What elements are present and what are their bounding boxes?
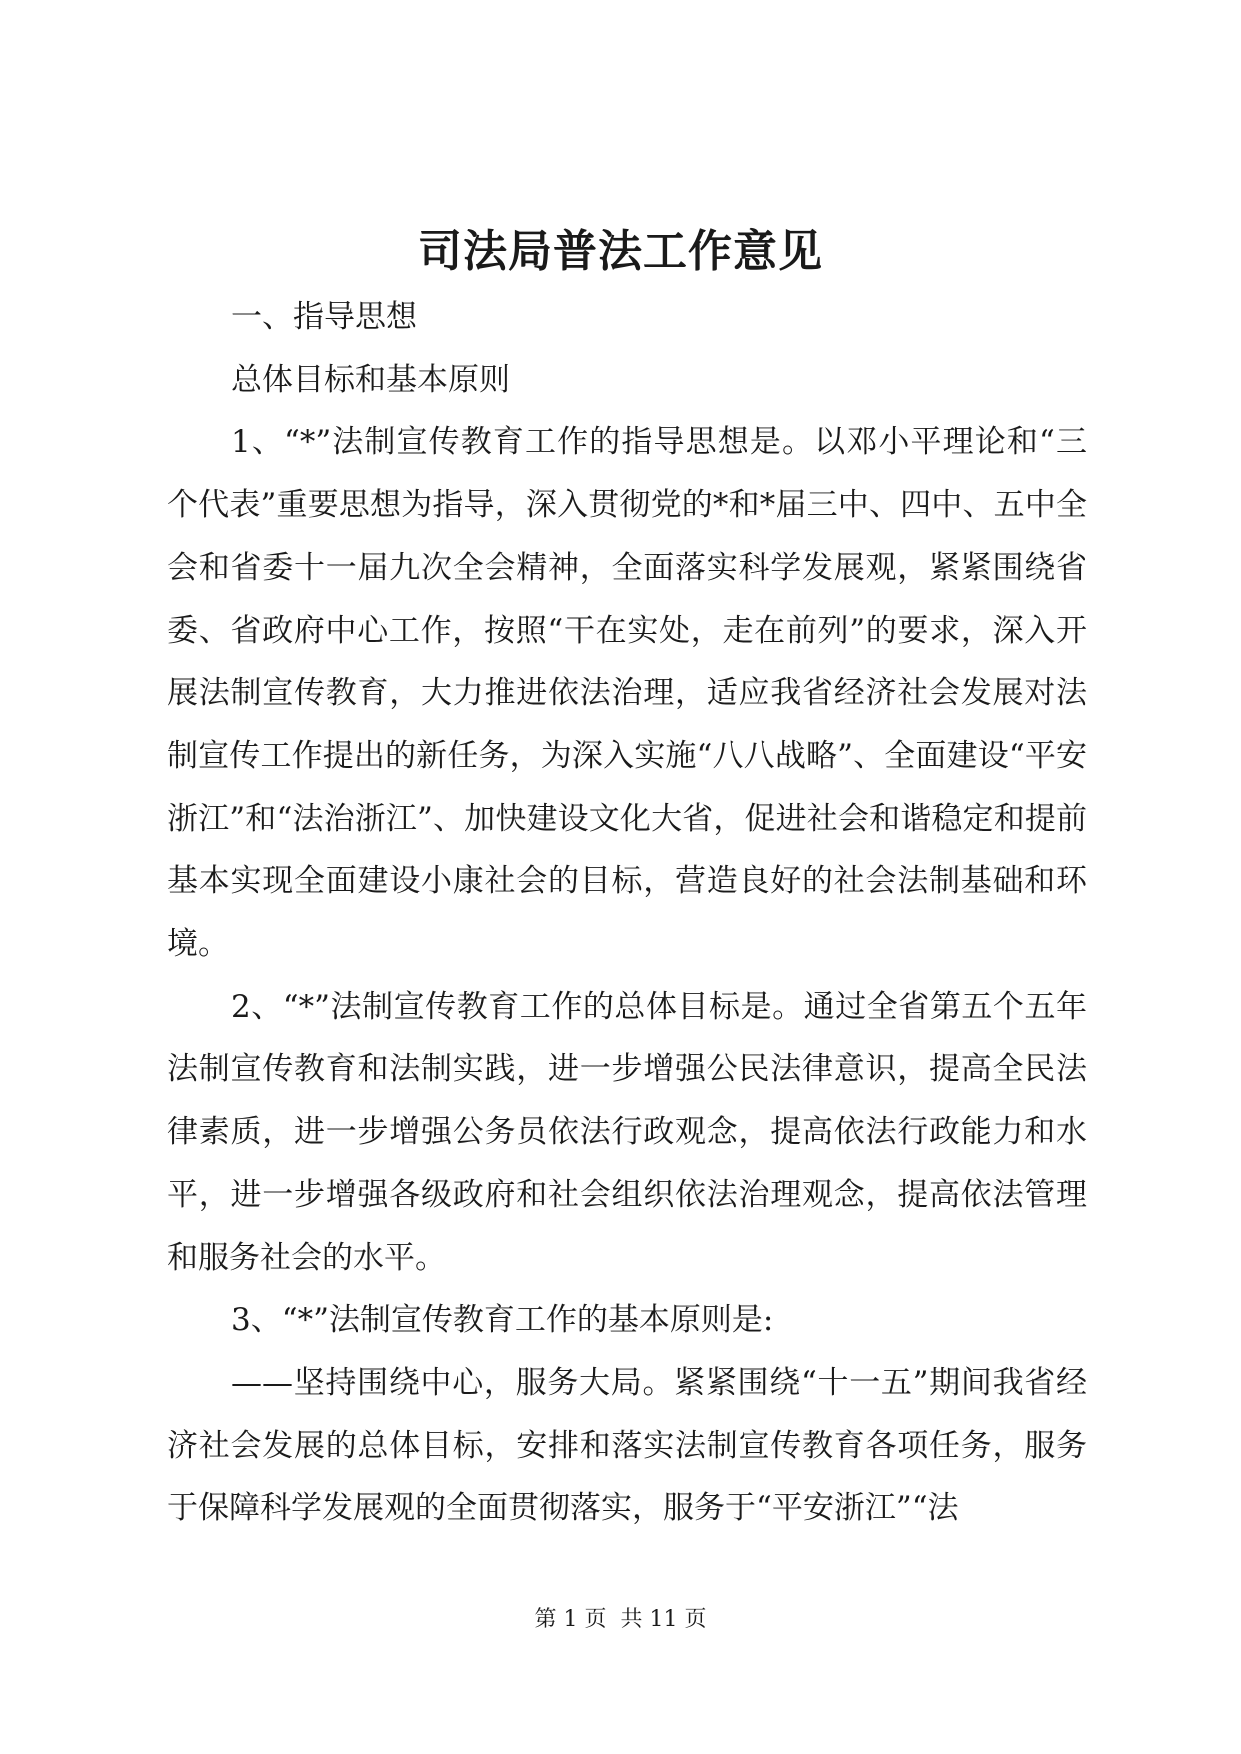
paragraph-guiding-ideology: 1、“*”法制宣传教育工作的指导思想是。以邓小平理论和“三个代表”重要思想为指导，深入贯彻党的*和*届三中、四中、五中全会和省委十一届九次全会精神，全面落实科学发展观，紧紧围绕省委、省政府中心工作，按照“干在实处，走在前列”的要求，深入开展法制宣传教育，大力推进依法治理，适应我省经济社会发展对法制宣传工作提出的新任务，为深入实施“八八战略”、全面建设“平安浙江”和“法治浙江”、加快建设文化大省，促进社会和谐稳定和提前基本实现全面建设小康社会的目标，营造良好的社会法制基础和环境。	[167, 424, 1087, 963]
page-footer	[0, 1605, 1241, 1635]
page-total: 共 11 页	[620, 1607, 707, 1632]
subheading-goals-principles: 总体目标和基本原则	[231, 361, 510, 398]
document-title: 司法局普法工作意见	[418, 226, 823, 277]
paragraph-principle-one: ——坚持围绕中心，服务大局。紧紧围绕“十一五”期间我省经济社会发展的总体目标，安排和落实法制宣传教育各项任务，服务于保障科学发展观的全面贯彻落实，服务于“平安浙江”“法	[167, 1364, 1087, 1527]
page-number: 第 1 页	[534, 1607, 607, 1632]
document-body	[167, 286, 1087, 1540]
paragraph-overall-goal: 2、“*”法制宣传教育工作的总体目标是。通过全省第五个五年法制宣传教育和法制实践，进一步增强公民法律意识，提高全民法律素质，进一步增强公务员依法行政观念，提高依法行政能力和水平，进一步增强各级政府和社会组织依法治理观念，提高依法管理和服务社会的水平。	[167, 988, 1087, 1276]
paragraph-basic-principles: 3、“*”法制宣传教育工作的基本原则是:	[231, 1302, 774, 1339]
section-heading-guiding-ideology: 一、指导思想	[231, 299, 417, 335]
